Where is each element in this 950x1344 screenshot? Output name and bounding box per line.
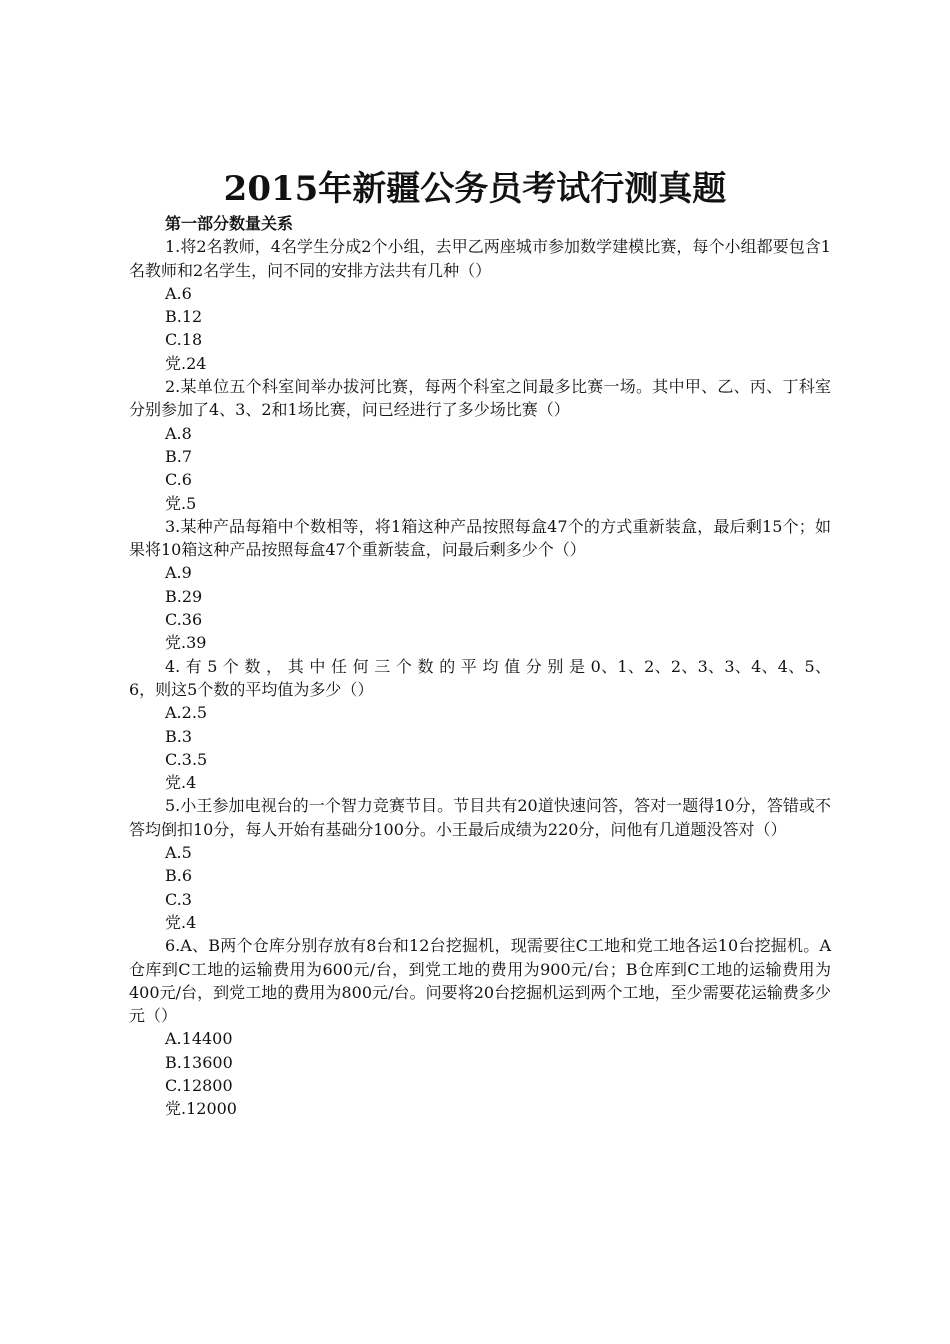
- option-6a: A.14400: [165, 1029, 233, 1049]
- option-5d: 党.4: [165, 912, 197, 932]
- option-4c: C.3.5: [165, 749, 208, 769]
- option-2b: B.7: [165, 446, 193, 466]
- option-5a: A.5: [165, 843, 192, 863]
- option-3b: B.29: [165, 586, 203, 606]
- option-3c: C.36: [165, 610, 203, 630]
- question-6: 6.A、B两个仓库分别存放有8台和12台挖掘机，现需要往C工地和党工地各运10台挖掘机。A仓库到C工地的运输费用为600元/台，到党工地的费用为900元/台；B仓库到C工地的运输费用为400元/台，到党工地的费用为800元/台。问要将20台挖掘机运到两个工地，至少需要花运输费多少元（）: [129, 936, 831, 1026]
- document-body: [129, 212, 831, 1121]
- option-5b: B.6: [165, 866, 193, 886]
- option-2c: C.6: [165, 470, 192, 490]
- question-2: 2.某单位五个科室间举办拔河比赛，每两个科室之间最多比赛一场。其中甲、乙、丙、丁科室分别参加了4、3、2和1场比赛，问已经进行了多少场比赛（）: [129, 377, 831, 420]
- option-1a: A.6: [165, 283, 192, 303]
- option-2a: A.8: [165, 423, 192, 443]
- option-4a: A.2.5: [165, 703, 208, 723]
- question-5: 5.小王参加电视台的一个智力竞赛节目。节目共有20道快速问答，答对一题得10分，答错或不答均倒扣10分，每人开始有基础分100分。小王最后成绩为220分，问他有几道题没答对（）: [129, 796, 831, 839]
- option-5c: C.3: [165, 889, 192, 909]
- option-1c: C.18: [165, 330, 203, 350]
- question-3: 3.某种产品每箱中个数相等，将1箱这种产品按照每盒47个的方式重新装盒，最后剩15个；如果将10箱这种产品按照每盒47个重新装盒，问最后剩多少个（）: [129, 516, 831, 560]
- question-4: 4. 有 5 个 数 ， 其 中 任 何 三 个 数 的 平 均 值 分 别 是 0、1、2、2、3、3、4、4、5、6，则这5个数的平均值为多少（）: [129, 656, 831, 699]
- question-1: 1.将2名教师，4名学生分成2个小组，去甲乙两座城市参加数学建模比赛，每个小组都要包含1名教师和2名学生，问不同的安排方法共有几种（）: [129, 237, 831, 280]
- option-1b: B.12: [165, 307, 203, 327]
- option-3a: A.9: [165, 563, 192, 583]
- option-4b: B.3: [165, 726, 193, 746]
- option-2d: 党.5: [165, 493, 197, 513]
- option-6d: 党.12000: [165, 1099, 237, 1119]
- option-3d: 党.39: [165, 633, 207, 653]
- section-heading: 第一部分数量关系: [165, 214, 294, 233]
- option-1d: 党.24: [165, 353, 207, 373]
- option-6c: C.12800: [165, 1075, 233, 1095]
- option-4d: 党.4: [165, 773, 197, 793]
- option-6b: B.13600: [165, 1052, 233, 1072]
- document-title: 2015年新疆公务员考试行测真题: [223, 169, 727, 209]
